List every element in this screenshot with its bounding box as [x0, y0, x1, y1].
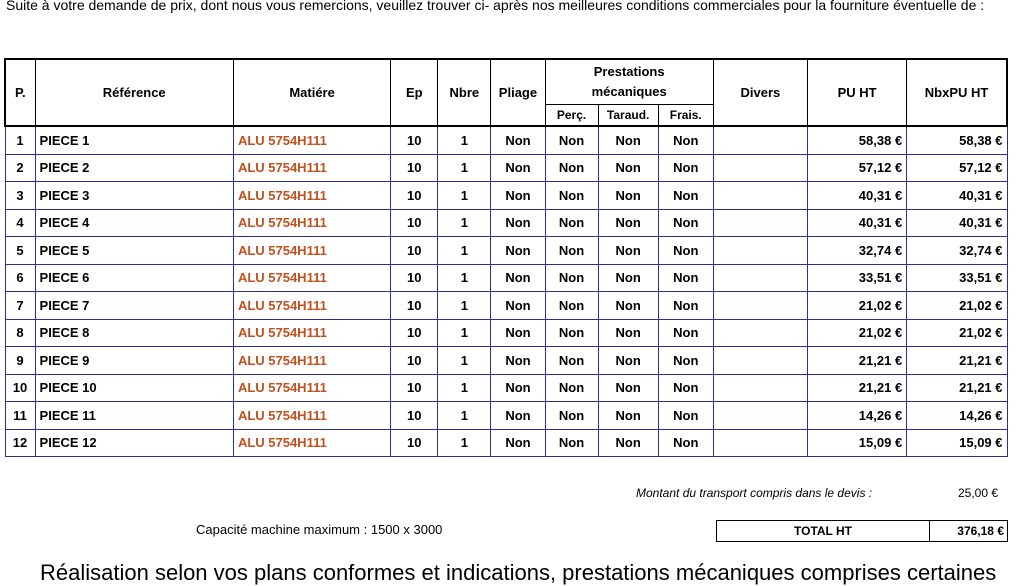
- cell-perc: Non: [545, 319, 598, 347]
- cell-taraud: Non: [598, 182, 658, 210]
- cell-perc: Non: [545, 154, 598, 182]
- cell-ep: 10: [391, 237, 438, 265]
- cell-p: 3: [5, 182, 35, 210]
- cell-matiere: ALU 5754H111: [233, 402, 390, 430]
- table-row: [5, 319, 1007, 347]
- cell-frais: Non: [658, 182, 713, 210]
- cell-p: 5: [5, 237, 35, 265]
- cell-divers: [713, 374, 807, 402]
- cell-matiere: ALU 5754H111: [233, 374, 390, 402]
- cell-reference: PIECE 11: [35, 402, 233, 430]
- cell-nbx-pu-ht: 58,38 €: [907, 126, 1007, 154]
- capacity-text: Capacité machine maximum : 1500 x 3000: [196, 522, 443, 537]
- cell-frais: Non: [658, 319, 713, 347]
- col-header-prestations: [545, 59, 713, 105]
- cell-pu-ht: 32,74 €: [807, 237, 906, 265]
- cell-p: 4: [5, 209, 35, 237]
- total-box: [716, 520, 1008, 542]
- cell-divers: [713, 237, 807, 265]
- cell-pu-ht: 14,26 €: [807, 402, 906, 430]
- cell-pliage: Non: [491, 264, 545, 292]
- cell-frais: Non: [658, 126, 713, 154]
- table-row: [5, 374, 1007, 402]
- cell-perc: Non: [545, 429, 598, 457]
- cell-pliage: Non: [491, 429, 545, 457]
- cell-p: 12: [5, 429, 35, 457]
- cell-pliage: Non: [491, 237, 545, 265]
- cell-p: 10: [5, 374, 35, 402]
- cell-pliage: Non: [491, 374, 545, 402]
- cell-pliage: Non: [491, 126, 545, 154]
- cell-pliage: Non: [491, 154, 545, 182]
- cell-ep: 10: [391, 374, 438, 402]
- cell-pliage: Non: [491, 292, 545, 320]
- cell-nbx-pu-ht: 21,21 €: [907, 374, 1007, 402]
- col-header-ep: Ep: [391, 59, 438, 126]
- table-row: [5, 237, 1007, 265]
- cell-taraud: Non: [598, 402, 658, 430]
- cell-ep: 10: [391, 347, 438, 375]
- cell-frais: Non: [658, 154, 713, 182]
- cell-divers: [713, 154, 807, 182]
- cell-perc: Non: [545, 347, 598, 375]
- prestations-line-1: Prestations: [593, 64, 665, 79]
- cell-matiere: ALU 5754H111: [233, 264, 390, 292]
- cell-ep: 10: [391, 429, 438, 457]
- cell-pu-ht: 33,51 €: [807, 264, 906, 292]
- cell-reference: PIECE 8: [35, 319, 233, 347]
- cell-reference: PIECE 1: [35, 126, 233, 154]
- cell-nbre: 1: [438, 209, 491, 237]
- cell-nbx-pu-ht: 21,02 €: [907, 292, 1007, 320]
- col-header-divers: Divers: [713, 59, 807, 126]
- col-header-p: P.: [5, 59, 35, 126]
- cell-divers: [713, 292, 807, 320]
- cell-nbre: 1: [438, 126, 491, 154]
- cell-pliage: Non: [491, 402, 545, 430]
- table-row: [5, 429, 1007, 457]
- cell-reference: PIECE 9: [35, 347, 233, 375]
- col-header-perc: Perç.: [545, 105, 598, 127]
- cell-perc: Non: [545, 374, 598, 402]
- cell-p: 6: [5, 264, 35, 292]
- cell-nbre: 1: [438, 292, 491, 320]
- cell-pu-ht: 21,21 €: [807, 374, 906, 402]
- cell-divers: [713, 209, 807, 237]
- table-row: [5, 209, 1007, 237]
- cell-reference: PIECE 12: [35, 429, 233, 457]
- transport-label: Montant du transport compris dans le devis :: [636, 486, 873, 500]
- cell-nbx-pu-ht: 33,51 €: [907, 264, 1007, 292]
- cell-ep: 10: [391, 402, 438, 430]
- cell-ep: 10: [391, 292, 438, 320]
- cell-nbx-pu-ht: 57,12 €: [907, 154, 1007, 182]
- cell-reference: PIECE 6: [35, 264, 233, 292]
- cell-frais: Non: [658, 264, 713, 292]
- cell-nbre: 1: [438, 429, 491, 457]
- cell-p: 2: [5, 154, 35, 182]
- cell-matiere: ALU 5754H111: [233, 292, 390, 320]
- cell-taraud: Non: [598, 429, 658, 457]
- cell-frais: Non: [658, 402, 713, 430]
- cell-p: 11: [5, 402, 35, 430]
- cell-divers: [713, 429, 807, 457]
- cell-taraud: Non: [598, 237, 658, 265]
- total-value: 376,18 €: [930, 521, 1008, 542]
- cell-nbre: 1: [438, 319, 491, 347]
- cell-nbx-pu-ht: 21,21 €: [907, 347, 1007, 375]
- cell-pu-ht: 15,09 €: [807, 429, 906, 457]
- cell-nbre: 1: [438, 347, 491, 375]
- table-row: [5, 154, 1007, 182]
- cell-pu-ht: 21,21 €: [807, 347, 906, 375]
- cell-taraud: Non: [598, 347, 658, 375]
- cell-matiere: ALU 5754H111: [233, 126, 390, 154]
- table-row: [5, 126, 1007, 154]
- table-row: [5, 292, 1007, 320]
- cell-pliage: Non: [491, 209, 545, 237]
- cell-nbre: 1: [438, 154, 491, 182]
- cell-matiere: ALU 5754H111: [233, 319, 390, 347]
- col-header-reference: Référence: [35, 59, 233, 126]
- cell-pliage: Non: [491, 347, 545, 375]
- cell-frais: Non: [658, 237, 713, 265]
- cell-nbre: 1: [438, 237, 491, 265]
- cell-nbre: 1: [438, 182, 491, 210]
- cell-taraud: Non: [598, 319, 658, 347]
- cell-frais: Non: [658, 429, 713, 457]
- cell-nbx-pu-ht: 15,09 €: [907, 429, 1007, 457]
- cell-nbre: 1: [438, 374, 491, 402]
- cell-matiere: ALU 5754H111: [233, 429, 390, 457]
- intro-text: Suite à votre demande de prix, dont nous vous remercions, veuillez trouver ci- après nos meilleures conditions commerciales pour la fourniture éventuelle de :: [6, 0, 985, 13]
- cell-pliage: Non: [491, 319, 545, 347]
- cell-divers: [713, 264, 807, 292]
- cell-ep: 10: [391, 264, 438, 292]
- cell-reference: PIECE 2: [35, 154, 233, 182]
- col-header-pliage: Pliage: [491, 59, 545, 126]
- cell-pu-ht: 57,12 €: [807, 154, 906, 182]
- cell-perc: Non: [545, 209, 598, 237]
- cell-frais: Non: [658, 209, 713, 237]
- cell-reference: PIECE 3: [35, 182, 233, 210]
- cell-matiere: ALU 5754H111: [233, 154, 390, 182]
- cell-ep: 10: [391, 319, 438, 347]
- table-row: [5, 402, 1007, 430]
- cell-nbx-pu-ht: 14,26 €: [907, 402, 1007, 430]
- col-header-matiere: Matiére: [233, 59, 390, 126]
- cell-frais: Non: [658, 292, 713, 320]
- cell-perc: Non: [545, 237, 598, 265]
- footer-text: Réalisation selon vos plans conformes et indications, prestations mécaniques comprises certaines: [40, 560, 997, 585]
- col-header-taraud: Taraud.: [598, 105, 658, 127]
- quote-table-body: [5, 126, 1007, 457]
- cell-taraud: Non: [598, 154, 658, 182]
- cell-matiere: ALU 5754H111: [233, 182, 390, 210]
- cell-reference: PIECE 4: [35, 209, 233, 237]
- cell-p: 9: [5, 347, 35, 375]
- transport-value: 25,00 €: [958, 486, 999, 500]
- cell-ep: 10: [391, 182, 438, 210]
- quote-table: [4, 58, 1008, 457]
- cell-pu-ht: 40,31 €: [807, 182, 906, 210]
- prestations-line-2: mécaniques: [591, 84, 667, 99]
- cell-divers: [713, 319, 807, 347]
- cell-matiere: ALU 5754H111: [233, 209, 390, 237]
- cell-perc: Non: [545, 126, 598, 154]
- cell-pu-ht: 21,02 €: [807, 292, 906, 320]
- cell-nbx-pu-ht: 32,74 €: [907, 237, 1007, 265]
- table-row: [5, 264, 1007, 292]
- cell-divers: [713, 126, 807, 154]
- cell-taraud: Non: [598, 374, 658, 402]
- cell-ep: 10: [391, 209, 438, 237]
- cell-pliage: Non: [491, 182, 545, 210]
- col-header-nbx-pu-ht: NbxPU HT: [907, 59, 1007, 126]
- cell-perc: Non: [545, 182, 598, 210]
- cell-nbx-pu-ht: 40,31 €: [907, 209, 1007, 237]
- col-header-pu-ht: PU HT: [807, 59, 906, 126]
- cell-divers: [713, 347, 807, 375]
- cell-divers: [713, 182, 807, 210]
- cell-perc: Non: [545, 402, 598, 430]
- cell-perc: Non: [545, 264, 598, 292]
- cell-p: 8: [5, 319, 35, 347]
- total-label: TOTAL HT: [717, 521, 930, 542]
- cell-reference: PIECE 5: [35, 237, 233, 265]
- col-header-nbre: Nbre: [438, 59, 491, 126]
- cell-taraud: Non: [598, 209, 658, 237]
- cell-frais: Non: [658, 374, 713, 402]
- cell-p: 1: [5, 126, 35, 154]
- cell-nbx-pu-ht: 21,02 €: [907, 319, 1007, 347]
- cell-nbre: 1: [438, 402, 491, 430]
- cell-ep: 10: [391, 126, 438, 154]
- cell-reference: PIECE 10: [35, 374, 233, 402]
- cell-divers: [713, 402, 807, 430]
- cell-perc: Non: [545, 292, 598, 320]
- cell-reference: PIECE 7: [35, 292, 233, 320]
- cell-pu-ht: 58,38 €: [807, 126, 906, 154]
- cell-frais: Non: [658, 347, 713, 375]
- cell-matiere: ALU 5754H111: [233, 237, 390, 265]
- cell-nbx-pu-ht: 40,31 €: [907, 182, 1007, 210]
- cell-matiere: ALU 5754H111: [233, 347, 390, 375]
- col-header-frais: Frais.: [658, 105, 713, 127]
- cell-nbre: 1: [438, 264, 491, 292]
- cell-ep: 10: [391, 154, 438, 182]
- cell-taraud: Non: [598, 126, 658, 154]
- cell-taraud: Non: [598, 292, 658, 320]
- cell-pu-ht: 21,02 €: [807, 319, 906, 347]
- table-row: [5, 347, 1007, 375]
- cell-taraud: Non: [598, 264, 658, 292]
- table-row: [5, 182, 1007, 210]
- cell-p: 7: [5, 292, 35, 320]
- cell-pu-ht: 40,31 €: [807, 209, 906, 237]
